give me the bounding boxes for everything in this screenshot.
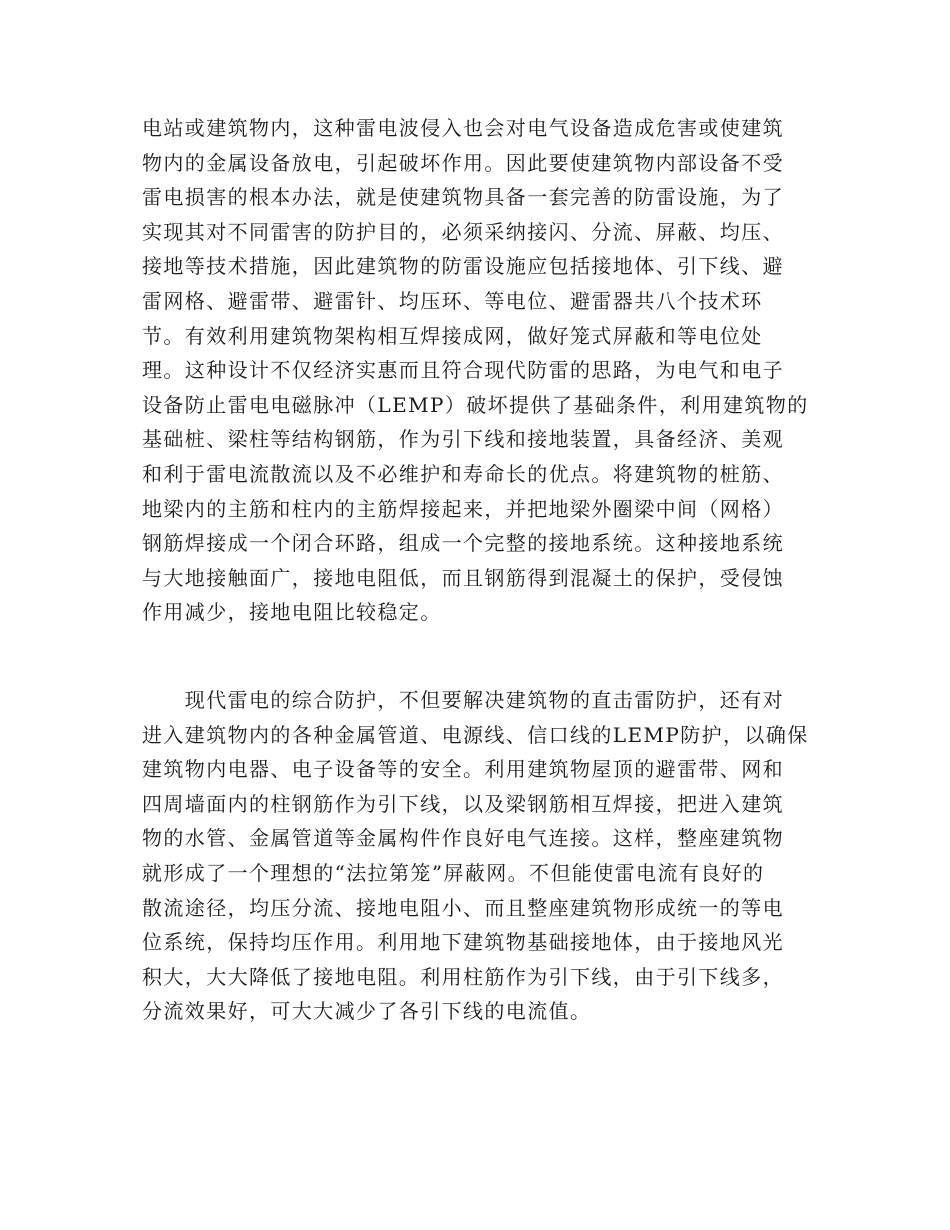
paragraph-1 <box>142 111 812 630</box>
text-line: 现代雷电的综合防护，不但要解决建筑物的直击雷防护，还有对 <box>142 688 784 712</box>
text-line: 电站或建筑物内，这种雷电波侵入也会对电气设备造成危害或使建筑 <box>142 116 784 140</box>
text-line: 进入建筑物内的各种金属管道、电源线、信口线的LEMP防护，以确保 <box>142 722 809 747</box>
paragraph-2 <box>142 683 812 1029</box>
text-line: 分流效果好，可大大减少了各引下线的电流值。 <box>142 999 592 1024</box>
text-line: 位系统，保持均压作用。利用地下建筑物基础接地体，由于接地风光 <box>142 930 784 955</box>
text-line: 地梁内的主筋和柱内的主筋焊接起来，并把地梁外圈梁中间（网格） <box>142 496 784 521</box>
text-line: 建筑物内电器、电子设备等的安全。利用建筑物屋顶的避雷带、网和 <box>142 757 784 782</box>
text-line: 实现其对不同雷害的防护目的，必须采纳接闪、分流、屏蔽、均压、 <box>142 219 784 244</box>
text-line: 积大，大大降低了接地电阻。利用柱筋作为引下线，由于引下线多， <box>142 964 784 989</box>
text-line: 四周墙面内的柱钢筋作为引下线，以及梁钢筋相互焊接，把进入建筑 <box>142 791 784 816</box>
text-line: 节。有效利用建筑物架构相互焊接成网，做好笼式屏蔽和等电位处 <box>142 323 763 348</box>
text-line: 物的水管、金属管道等金属构件作良好电气连接。这样，整座建筑物 <box>142 826 784 851</box>
text-line: 作用减少，接地电阻比较稳定。 <box>142 600 442 625</box>
text-line: 基础桩、梁柱等结构钢筋，作为引下线和接地装置，具备经济、美观 <box>142 427 784 452</box>
text-line: 雷电损害的根本办法，就是使建筑物具备一套完善的防雷设施，为了 <box>142 185 784 210</box>
text-line: 就形成了一个理想的“法拉第笼”屏蔽网。不但能使雷电流有良好的 <box>142 860 765 885</box>
text-line: 设备防止雷电电磁脉冲（LEMP）破坏提供了基础条件，利用建筑物的 <box>142 392 809 417</box>
text-line: 与大地接触面广，接地电阻低，而且钢筋得到混凝土的保护，受侵蚀 <box>142 565 784 590</box>
text-line: 和利于雷电流散流以及不必维护和寿命长的优点。将建筑物的桩筋、 <box>142 461 784 486</box>
text-line: 钢筋焊接成一个闭合环路，组成一个完整的接地系统。这种接地系统 <box>142 531 784 556</box>
text-line: 接地等技术措施，因此建筑物的防雷设施应包括接地体、引下线、避 <box>142 254 784 279</box>
text-line: 散流途径，均压分流、接地电阻小、而且整座建筑物形成统一的等电 <box>142 895 784 920</box>
text-line: 理。这种设计不仅经济实惠而且符合现代防雷的思路，为电气和电子 <box>142 358 784 383</box>
text-line: 物内的金属设备放电，引起破坏作用。因此要使建筑物内部设备不受 <box>142 150 784 175</box>
text-line: 雷网格、避雷带、避雷针、均压环、等电位、避雷器共八个技术环 <box>142 288 763 313</box>
